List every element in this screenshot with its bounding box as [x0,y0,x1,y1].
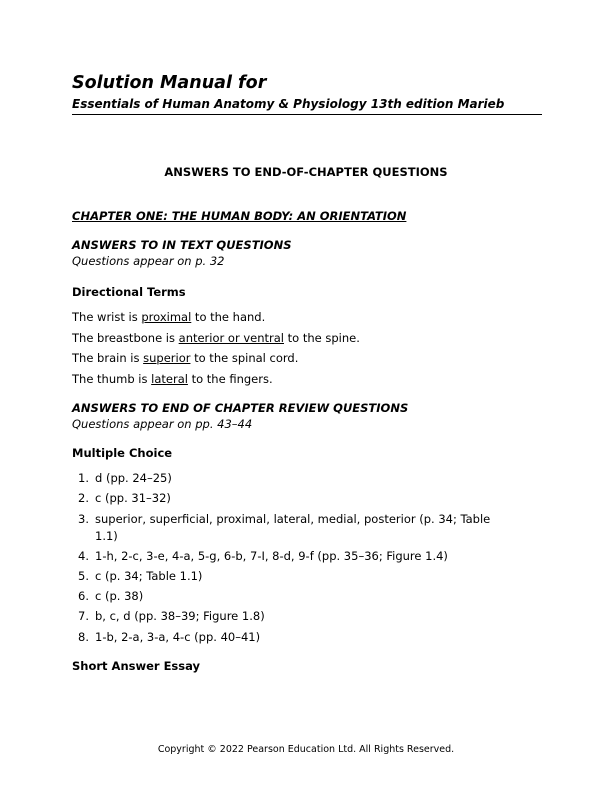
item-text-continued: 1.1) [95,528,118,543]
header-subtitle: Essentials of Human Anatomy & Physiology 13th edition Marieb [72,97,505,111]
sentence-text: The brain is [72,351,144,365]
item-text: superior, superficial, proximal, lateral, medial, posterior (p. 34; Table [95,511,491,526]
answer-term: lateral [151,371,188,386]
list-item [72,606,542,626]
sentence-text: The breastbone is [72,330,179,345]
item-text: 1-h, 2-c, 3-e, 4-a, 5-g, 6-b, 7-I, 8-d, 9-f (pp. 35–36; Figure 1.4) [95,548,448,563]
item-text: c (p. 34; Table 1.1) [95,568,203,583]
list-item [72,468,542,488]
directional-terms-title: Directional Terms [72,285,186,299]
item-text: b, c, d (pp. 38–39; Figure 1.8) [95,609,265,624]
main-heading: ANSWERS TO END-OF-CHAPTER QUESTIONS [164,165,448,179]
directional-sentence [72,348,542,369]
in-text-section [72,237,542,270]
list-item [72,488,542,508]
item-number: 5. [78,568,89,583]
list-item [72,627,542,647]
item-text: c (p. 38) [95,589,144,604]
list-item [72,546,542,566]
sentence-text: to the spinal cord. [190,351,299,365]
sentence-text: to the hand. [191,310,266,324]
short-answer-essay-title: Short Answer Essay [72,659,201,673]
directional-sentence [72,307,542,328]
directional-sentence [72,328,542,349]
item-number: 6. [78,589,89,604]
multiple-choice-list [72,468,542,647]
review-section [72,400,542,433]
item-number: 1. [78,471,89,485]
sentence-text: The thumb is [72,371,152,386]
list-item [72,586,542,606]
in-text-heading: ANSWERS TO IN TEXT QUESTIONS [72,238,292,252]
item-number: 7. [78,609,89,624]
item-text: d (pp. 24–25) [95,471,172,485]
chapter-title: CHAPTER ONE: THE HUMAN BODY: AN ORIENTATION [72,209,407,223]
directional-sentence [72,369,542,390]
sentence-text: to the spine. [283,330,360,345]
item-number: 8. [78,629,89,644]
answer-term: proximal [141,310,192,324]
review-note: Questions appear on pp. 43–44 [72,417,253,431]
answer-term: superior [143,351,191,365]
copyright-footer: Copyright © 2022 Pearson Education Ltd. All Rights Reserved. [157,744,455,755]
document-header [72,72,542,115]
item-number: 4. [78,548,89,563]
list-item [72,509,542,546]
in-text-note: Questions appear on p. 32 [72,254,225,268]
multiple-choice-title: Multiple Choice [72,446,173,460]
header-title: Solution Manual for [72,73,267,93]
item-text: 1-b, 2-a, 3-a, 4-c (pp. 40–41) [95,629,261,644]
directional-terms-list [72,307,542,389]
review-heading: ANSWERS TO END OF CHAPTER REVIEW QUESTIONS [72,401,409,415]
item-text: c (pp. 31–32) [95,491,171,506]
sentence-text: to the fingers. [187,371,273,386]
item-number: 2. [78,491,89,506]
sentence-text: The wrist is [72,310,142,324]
list-item [72,566,542,586]
item-number: 3. [78,511,89,526]
answer-term: anterior or ventral [178,330,284,345]
